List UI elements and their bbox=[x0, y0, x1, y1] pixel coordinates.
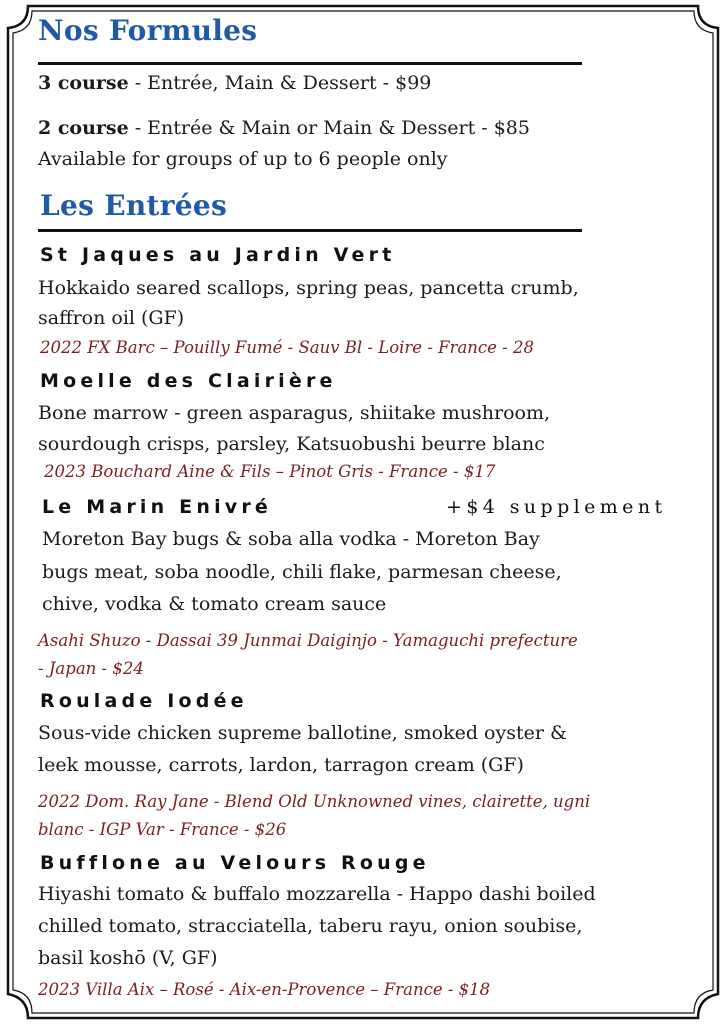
dish-description-line: Sous-vide chicken supreme ballotine, smoked oyster & bbox=[38, 722, 567, 744]
entrees-divider bbox=[38, 229, 582, 232]
formula-text: - Entrée, Main & Dessert - $99 bbox=[128, 72, 432, 94]
wine-pairing: 2023 Villa Aix – Rosé - Aix-en-Provence – France - $18 bbox=[38, 980, 491, 999]
supplement-note: +$4 supplement bbox=[446, 496, 667, 518]
formulas-title: Nos Formules bbox=[38, 14, 258, 47]
dish-name: St Jaques au Jardin Vert bbox=[40, 244, 396, 266]
dish-name: Le Marin Enivré bbox=[42, 496, 273, 518]
dish-name: Moelle des Clairière bbox=[40, 370, 337, 392]
dish-description-line: Moreton Bay bugs & soba alla vodka - Moreton Bay bbox=[42, 528, 540, 550]
dish-description-line: saffron oil (GF) bbox=[38, 307, 185, 329]
formula-note: Available for groups of up to 6 people only bbox=[38, 148, 448, 170]
formula-2-course bbox=[38, 117, 530, 139]
entrees-title: Les Entrées bbox=[40, 189, 228, 222]
dish-description-line: sourdough crisps, parsley, Katsuobushi beurre blanc bbox=[38, 433, 545, 455]
formula-text: - Entrée & Main or Main & Dessert - $85 bbox=[128, 117, 530, 139]
dish-name: Roulade Iodée bbox=[40, 690, 248, 712]
dish-description-line: Bone marrow - green asparagus, shiitake mushroom, bbox=[38, 402, 551, 424]
dish-description-line: Hokkaido seared scallops, spring peas, pancetta crumb, bbox=[38, 277, 579, 299]
wine-pairing: blanc - IGP Var - France - $26 bbox=[38, 820, 287, 839]
dish-description-line: chive, vodka & tomato cream sauce bbox=[42, 593, 387, 615]
wine-pairing: 2023 Bouchard Aine & Fils – Pinot Gris - France - $17 bbox=[44, 462, 496, 481]
dish-description-line: bugs meat, soba noodle, chili flake, parmesan cheese, bbox=[42, 561, 562, 583]
dish-description-line: chilled tomato, stracciatella, taberu rayu, onion soubise, bbox=[38, 915, 583, 937]
dish-description-line: basil koshō (V, GF) bbox=[38, 947, 218, 969]
wine-pairing: 2022 Dom. Ray Jane - Blend Old Unknowned vines, clairette, ugni bbox=[38, 792, 591, 811]
dish-description-line: Hiyashi tomato & buffalo mozzarella - Happo dashi boiled bbox=[38, 883, 596, 905]
formulas-divider bbox=[38, 62, 582, 65]
wine-pairing: - Japan - $24 bbox=[38, 659, 144, 678]
formula-name: 2 course bbox=[38, 117, 129, 139]
dish-description-line: leek mousse, carrots, lardon, tarragon cream (GF) bbox=[38, 754, 524, 776]
dish-name: Bufflone au Velours Rouge bbox=[40, 852, 430, 874]
formula-3-course bbox=[38, 72, 431, 94]
wine-pairing: Asahi Shuzo - Dassai 39 Junmai Daiginjo - Yamaguchi prefecture bbox=[38, 631, 578, 650]
wine-pairing: 2022 FX Barc – Pouilly Fumé - Sauv Bl - Loire - France - 28 bbox=[40, 338, 535, 357]
formula-name: 3 course bbox=[38, 72, 129, 94]
